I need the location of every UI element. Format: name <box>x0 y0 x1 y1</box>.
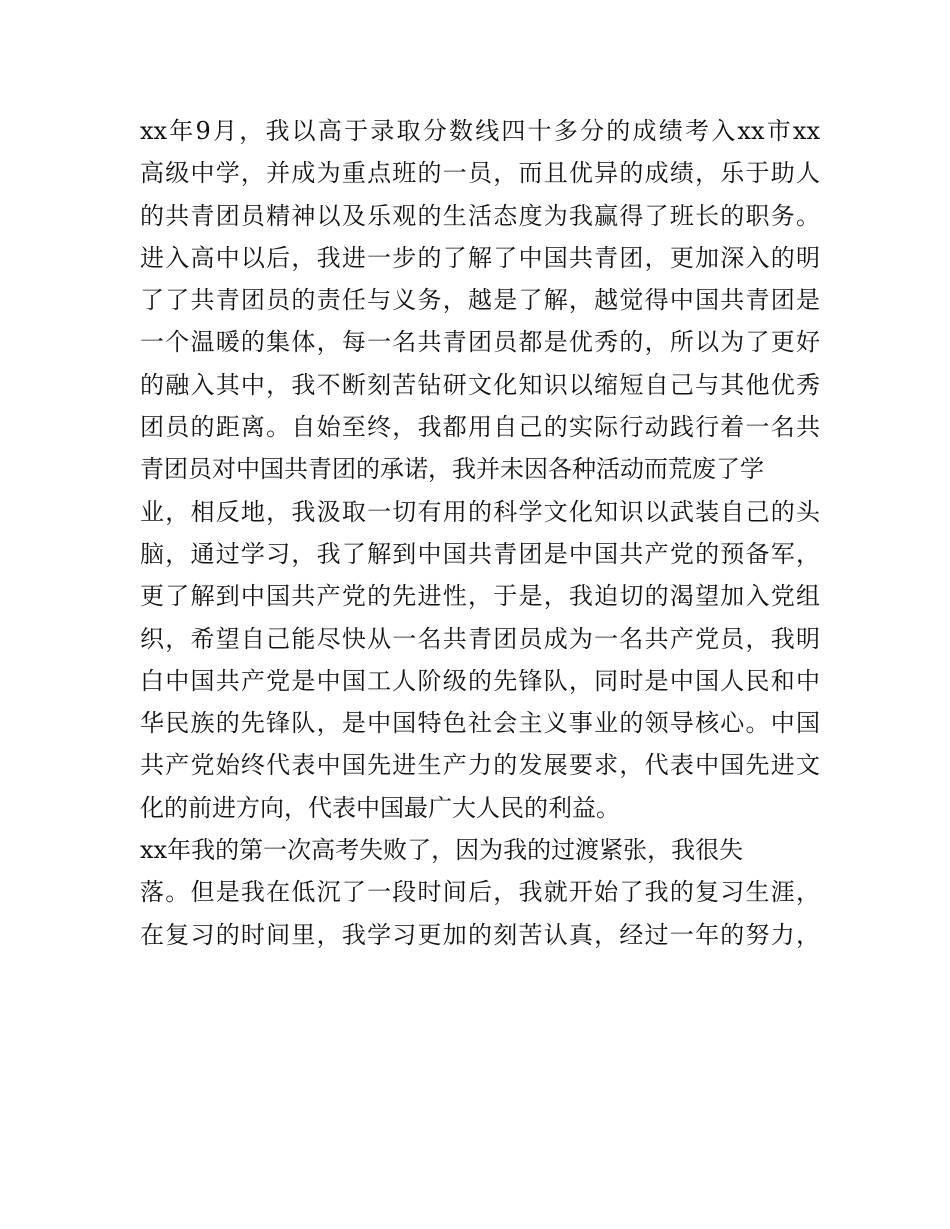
text-line: 白中国共产党是中国工人阶级的先锋队，同时是中国人民和中 <box>140 666 820 695</box>
body-text <box>140 110 820 956</box>
text-line: 一个温暖的集体，每一名共青团员都是优秀的，所以为了更好 <box>140 328 820 357</box>
text-line: 的融入其中，我不断刻苦钻研文化知识以缩短自己与其他优秀 <box>140 370 820 399</box>
text-line: 落。但是我在低沉了一段时间后，我就开始了我的复习生涯， <box>140 878 820 907</box>
text-line: 的共青团员精神以及乐观的生活态度为我赢得了班长的职务。 <box>140 201 820 230</box>
text-line: xx年9月，我以高于录取分数线四十多分的成绩考入xx市xx <box>140 117 820 145</box>
text-line: 织，希望自己能尽快从一名共青团员成为一名共产党员，我明 <box>140 624 820 653</box>
text-line: 更了解到中国共产党的先进性，于是，我迫切的渴望加入党组 <box>140 582 820 611</box>
text-line: 青团员对中国共青团的承诺，我并未因各种活动而荒废了学 <box>140 455 764 484</box>
text-line: xx年我的第一次高考失败了，因为我的过渡紧张，我很失 <box>140 836 744 865</box>
text-line: 华民族的先锋队，是中国特色社会主义事业的领导核心。中国 <box>140 709 820 738</box>
text-line: 在复习的时间里，我学习更加的刻苦认真，经过一年的努力， <box>140 920 820 949</box>
text-line: 高级中学，并成为重点班的一员，而且优异的成绩，乐于助人 <box>140 159 820 188</box>
text-line: 化的前进方向，代表中国最广大人民的利益。 <box>140 793 620 822</box>
text-line: 进入高中以后，我进一步的了解了中国共青团，更加深入的明 <box>140 243 820 272</box>
text-line: 脑，通过学习，我了解到中国共青团是中国共产党的预备军， <box>140 539 820 568</box>
text-line: 了了共青团员的责任与义务，越是了解，越觉得中国共青团是 <box>140 286 820 315</box>
text-line: 业，相反地，我汲取一切有用的科学文化知识以武装自己的头 <box>140 497 820 526</box>
text-line: 团员的距离。自始至终，我都用自己的实际行动践行着一名共 <box>140 413 820 442</box>
text-line: 共产党始终代表中国先进生产力的发展要求，代表中国先进文 <box>140 751 820 780</box>
